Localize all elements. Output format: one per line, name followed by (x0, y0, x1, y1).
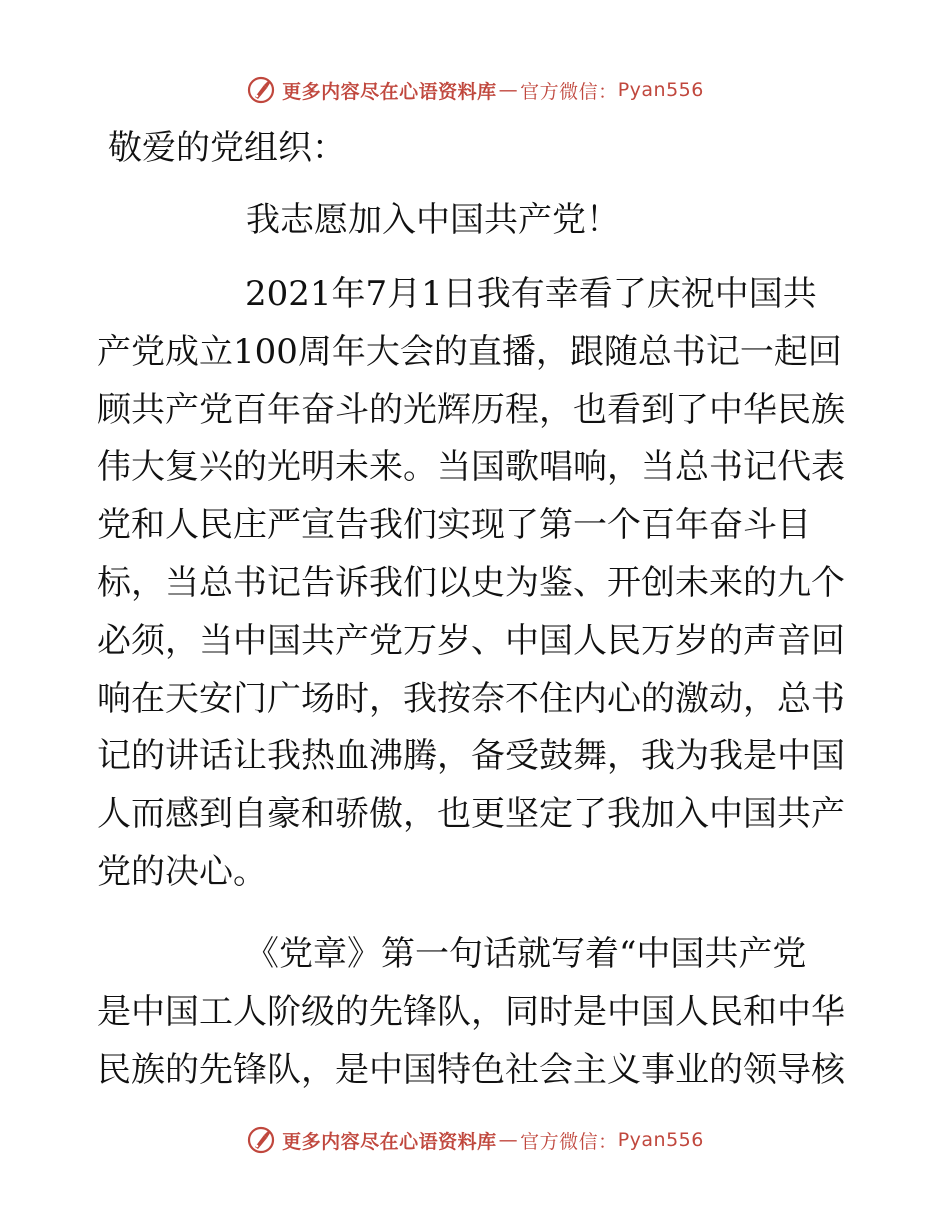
watermark-separator: — (498, 1129, 519, 1151)
paragraph-line: 伟大复兴的光明未来。当国歌唱响，当总书记代表 (97, 447, 845, 488)
watermark-official-label: 官方微信： (520, 1130, 618, 1153)
paragraph-line: 党的决心。 (97, 851, 267, 892)
watermark-wechat-id: Pyan556 (617, 1129, 704, 1151)
watermark-wechat-id: Pyan556 (617, 79, 704, 101)
paragraph-line: 党和人民庄严宣告我们实现了第一个百年奋斗目 (97, 505, 811, 546)
paragraph-line: 《党章》第一句话就写着“中国共产党 (245, 934, 807, 974)
paragraph-line: 响在天安门广场时，我按奈不住内心的激动，总书 (97, 678, 845, 719)
letter-salutation: 敬爱的党组织： (108, 128, 346, 168)
pen-nib-logo-icon (246, 75, 276, 105)
paragraph-line: 顾共产党百年奋斗的光辉历程，也看到了中华民族 (97, 389, 845, 430)
paragraph-line: 记的讲话让我热血沸腾，备受鼓舞，我为我是中国 (97, 736, 845, 777)
footer-watermark (0, 1120, 950, 1160)
pen-nib-logo-icon (246, 1125, 276, 1155)
watermark-separator: — (498, 79, 519, 101)
paragraph-line: 2021年7月1日我有幸看了庆祝中国共 (245, 274, 817, 314)
paragraph-line: 标，当总书记告诉我们以史为鉴、开创未来的九个 (97, 562, 845, 603)
letter-pledge: 我志愿加入中国共产党！ (246, 200, 620, 240)
watermark-brand: 更多内容尽在心语资料库 (282, 1130, 497, 1153)
letter-paragraph-2 (97, 926, 857, 1099)
paragraph-line: 必须，当中国共产党万岁、中国人民万岁的声音回 (97, 620, 845, 661)
paragraph-line: 是中国工人阶级的先锋队，同时是中国人民和中华 (97, 991, 845, 1032)
paragraph-line: 人而感到自豪和骄傲，也更坚定了我加入中国共产 (97, 794, 845, 835)
watermark-brand: 更多内容尽在心语资料库 (282, 80, 497, 103)
header-watermark (0, 70, 950, 110)
letter-paragraph-1 (97, 266, 857, 902)
watermark-official-label: 官方微信： (520, 80, 618, 103)
paragraph-line: 产党成立100周年大会的直播，跟随总书记一起回 (97, 331, 842, 372)
paragraph-line: 民族的先锋队，是中国特色社会主义事业的领导核 (97, 1049, 845, 1090)
